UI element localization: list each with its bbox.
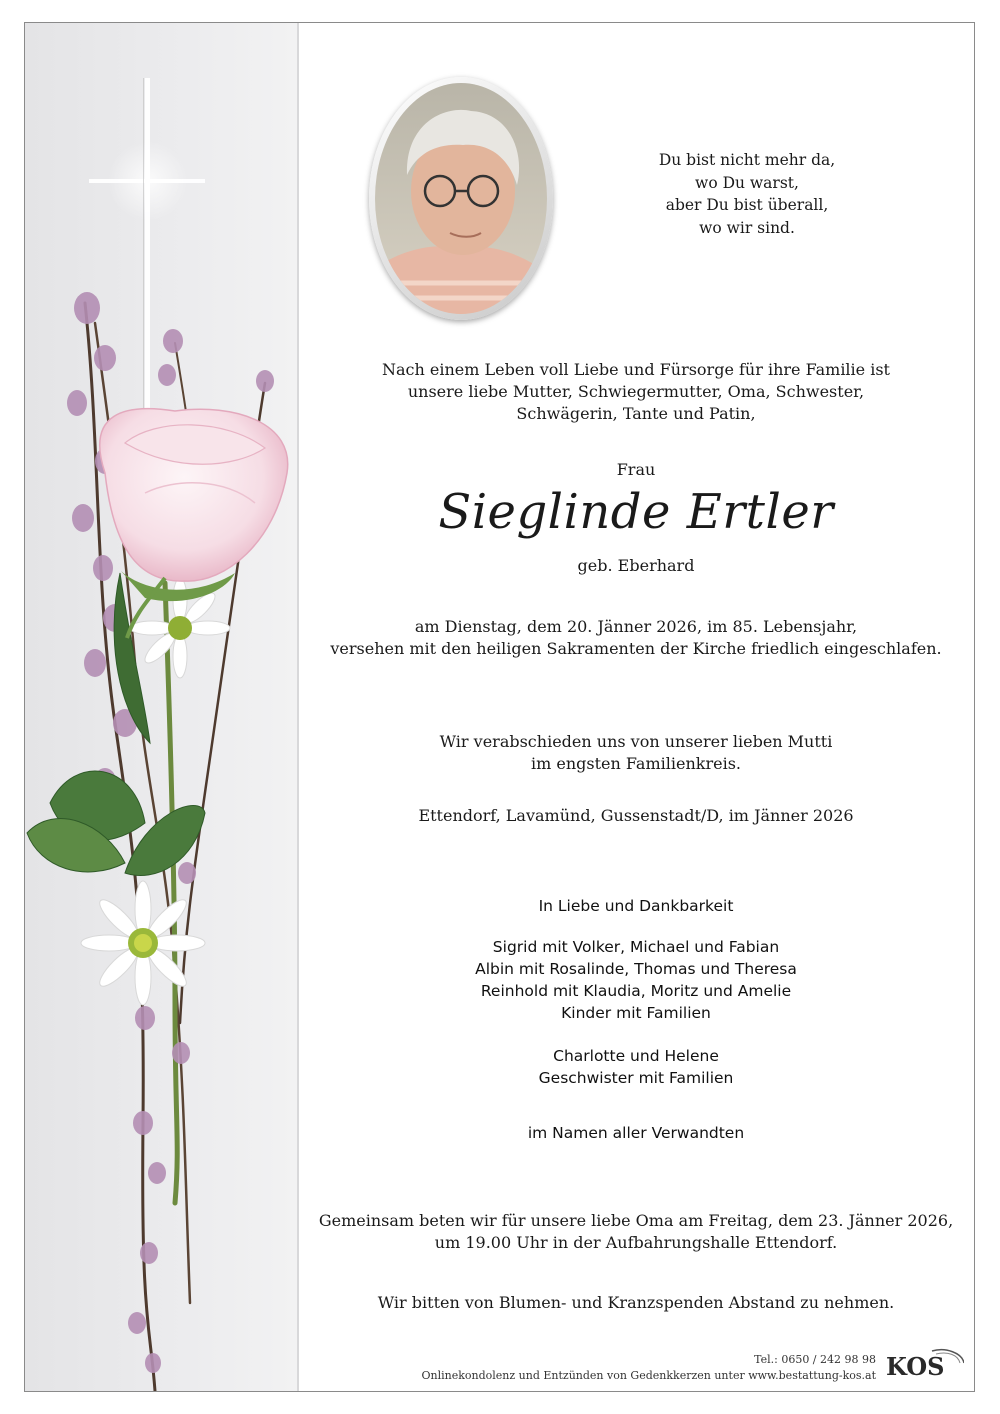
intro-text bbox=[298, 359, 974, 425]
farewell-line: Wir verabschieden uns von unserer lieben Mutti bbox=[439, 732, 833, 751]
intro-line: Nach einem Leben voll Liebe und Fürsorge für ihre Familie ist bbox=[382, 360, 890, 379]
footer-phone: Tel.: 0650 / 242 98 98 bbox=[754, 1353, 876, 1366]
prayer-line: um 19.00 Uhr in der Aufbahrungshalle Ettendorf. bbox=[434, 1233, 838, 1252]
death-notice-line: versehen mit den heiligen Sakramenten der Kirche friedlich eingeschlafen. bbox=[330, 639, 942, 658]
rose-and-cross-illustration bbox=[25, 23, 297, 1391]
prayer-notice bbox=[298, 1210, 974, 1254]
prayer-line: Gemeinsam beten wir für unsere liebe Oma am Freitag, dem 23. Jänner 2026, bbox=[318, 1211, 954, 1230]
siblings-label: Geschwister mit Familien bbox=[538, 1069, 734, 1087]
child-family: Reinhold mit Klaudia, Moritz und Amelie bbox=[480, 982, 792, 1000]
farewell-line: im engsten Familienkreis. bbox=[531, 754, 741, 773]
death-notice bbox=[298, 616, 974, 660]
footer-online: Onlinekondolenz und Entzünden von Gedenkkerzen unter www.bestattung-kos.at bbox=[421, 1369, 876, 1382]
intro-line: unsere liebe Mutter, Schwiegermutter, Oma, Schwester, bbox=[407, 382, 865, 401]
logo-text: KOS bbox=[886, 1352, 945, 1381]
death-notice-line: am Dienstag, dem 20. Jänner 2026, im 85. Lebensjahr, bbox=[414, 617, 858, 636]
donation-note: Wir bitten von Blumen- und Kranzspenden Abstand zu nehmen. bbox=[377, 1293, 895, 1312]
poem-line: wo wir sind. bbox=[699, 218, 795, 237]
relatives-line: im Namen aller Verwandten bbox=[527, 1124, 745, 1142]
poem-line: wo Du warst, bbox=[695, 173, 799, 192]
farewell-text bbox=[298, 731, 974, 775]
deceased-name: Sieglinde Ertler bbox=[438, 484, 834, 540]
decorative-side-panel bbox=[25, 23, 297, 1391]
poem bbox=[622, 149, 872, 239]
kos-logo-mark bbox=[884, 1345, 964, 1381]
siblings-names: Charlotte und Helene bbox=[553, 1047, 719, 1065]
children-label: Kinder mit Familien bbox=[561, 1004, 711, 1022]
rose-flower bbox=[100, 409, 288, 638]
child-family: Albin mit Rosalinde, Thomas und Theresa bbox=[475, 960, 797, 978]
child-family: Sigrid mit Volker, Michael und Fabian bbox=[492, 938, 780, 956]
poem-line: aber Du bist überall, bbox=[665, 196, 829, 214]
intro-line: Schwägerin, Tante und Patin, bbox=[516, 404, 756, 423]
poem-line: Du bist nicht mehr da, bbox=[658, 151, 836, 169]
portrait-photo bbox=[375, 83, 547, 314]
panel-divider bbox=[297, 23, 299, 1391]
salutation: Frau bbox=[616, 460, 656, 479]
maiden-name: geb. Eberhard bbox=[577, 556, 695, 575]
kos-logo bbox=[884, 1345, 964, 1381]
siblings-block bbox=[298, 1045, 974, 1089]
portrait-image bbox=[375, 83, 547, 314]
children-list bbox=[298, 936, 974, 1024]
mourners-heading: In Liebe und Dankbarkeit bbox=[538, 897, 734, 915]
place-date: Ettendorf, Lavamünd, Gussenstadt/D, im Jänner 2026 bbox=[418, 806, 854, 825]
